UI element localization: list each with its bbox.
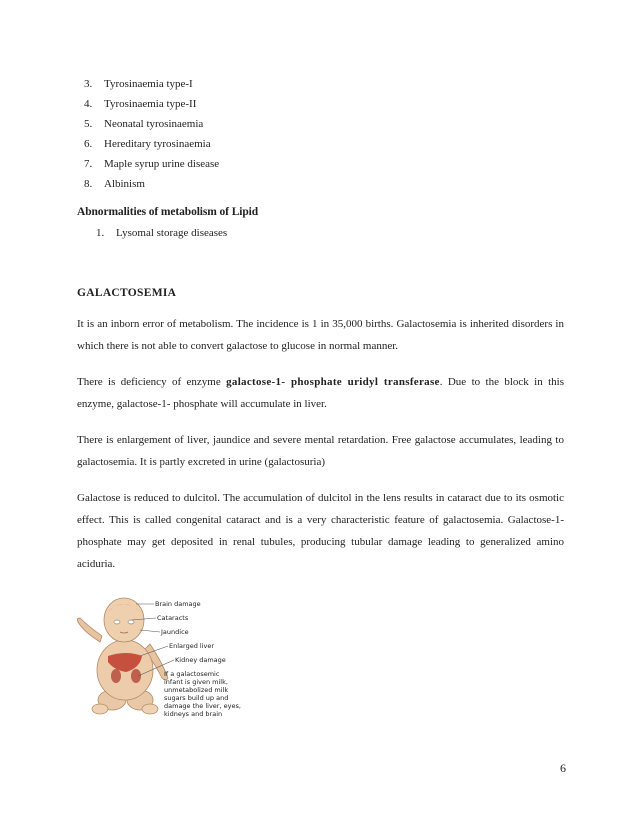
- label-jaundice: Jaundice: [161, 628, 189, 636]
- list-item: [96, 223, 227, 243]
- paragraph-dulcitol: Galactose is reduced to dulcitol. The accumulation of dulcitol in the lens results in cataract due to its osmotic effect. This is called congenital cataract and is a very characteristic feature of galactosemia. Galactose-1-phosphate may get deposited in renal tubules, producing tubular damage leading to generalized amino aciduria.: [77, 492, 564, 570]
- galactosemia-infant-figure: [70, 592, 260, 724]
- galactosemia-heading: GALACTOSEMIA: [77, 287, 177, 299]
- note-line: damage the liver, eyes,: [164, 702, 241, 710]
- list-item: [84, 174, 219, 194]
- disorder-list-lipid: [96, 223, 227, 243]
- enzyme-name: galactose-1- phosphate uridyl transferase: [226, 376, 440, 388]
- lipid-heading: Abnormalities of metabolism of Lipid: [77, 206, 259, 218]
- list-text: Neonatal tyrosinaemia: [104, 118, 204, 130]
- list-number: 8.: [84, 178, 93, 190]
- label-kidney-damage: Kidney damage: [175, 656, 226, 664]
- list-item: [84, 134, 219, 154]
- para2-before: There is deficiency of enzyme: [77, 376, 227, 388]
- para2-after: . Due to the block in this enzyme, galactose-1- phosphate will accumulate in liver.: [77, 376, 565, 410]
- list-item: [84, 94, 219, 114]
- label-cataracts: Cataracts: [157, 614, 189, 622]
- list-text: Albinism: [104, 178, 145, 190]
- note-line: unmetabolized milk: [164, 686, 229, 694]
- list-item: [84, 154, 219, 174]
- list-number: 4.: [84, 98, 93, 110]
- infant-illustration: [77, 598, 168, 714]
- label-brain-damage: Brain damage: [155, 600, 201, 608]
- list-text: Tyrosinaemia type-I: [104, 78, 193, 90]
- page-number: 6: [560, 761, 566, 775]
- paragraph-symptoms: There is enlargement of liver, jaundice and severe mental retardation. Free galactose accumulates, leading to galactosemia. It is partly excreted in urine (galactosuria): [77, 434, 564, 468]
- figure-note: [164, 670, 241, 718]
- list-number: 6.: [84, 138, 93, 150]
- list-text: Maple syrup urine disease: [104, 158, 220, 170]
- note-line: If a galactosemic: [164, 670, 220, 678]
- disorder-list-amino-acids: [84, 74, 219, 194]
- list-number: 1.: [96, 227, 105, 239]
- paragraph-definition: It is an inborn error of metabolism. The incidence is 1 in 35,000 births. Galactosemia is inherited disorders in which there is not able to convert galactose to glucose in normal manner.: [77, 318, 564, 352]
- list-number: 3.: [84, 78, 93, 90]
- note-line: kidneys and brain: [164, 710, 223, 718]
- note-line: sugars build up and: [164, 694, 229, 702]
- label-enlarged-liver: Enlarged liver: [169, 642, 215, 650]
- list-number: 5.: [84, 118, 93, 130]
- paragraph-enzyme-deficiency: [77, 371, 564, 415]
- note-line: infant is given milk,: [164, 678, 228, 686]
- list-text: Lysomal storage diseases: [116, 227, 228, 239]
- list-item: [84, 114, 219, 134]
- list-number: 7.: [84, 158, 93, 170]
- list-item: [84, 74, 219, 94]
- list-text: Tyrosinaemia type-II: [104, 98, 197, 110]
- list-text: Hereditary tyrosinaemia: [104, 138, 211, 150]
